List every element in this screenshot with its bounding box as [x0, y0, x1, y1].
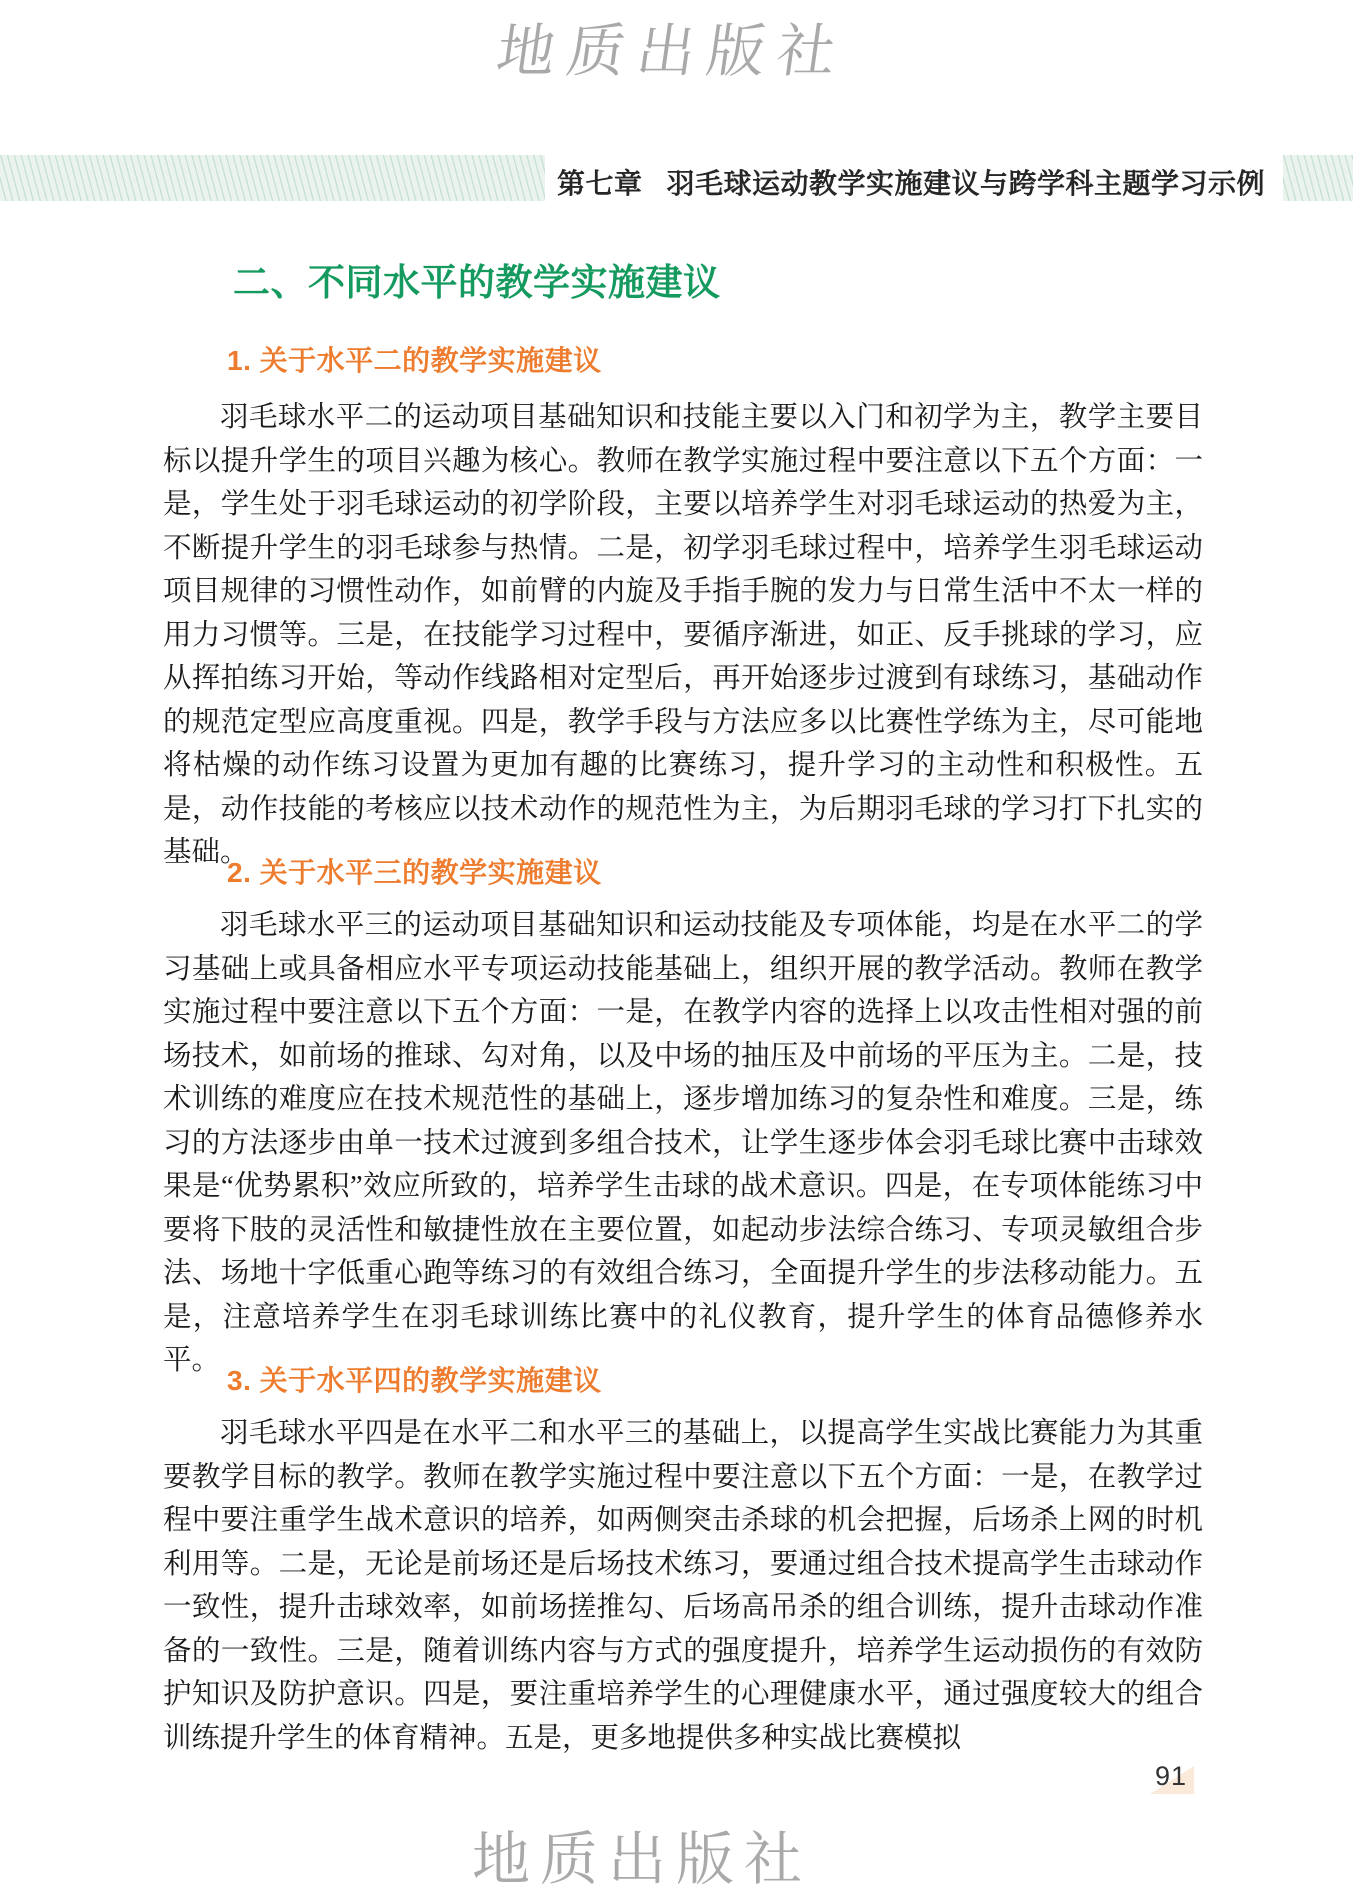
chapter-number: 第七章 — [557, 168, 643, 199]
paragraph-level4: 羽毛球水平四是在水平二和水平三的基础上，以提高学生实战比赛能力为其重要教学目标的教学。教师在教学实施过程中要注意以下五个方面：一是，在教学过程中要注重学生战术意识的培养，如两侧突击杀球的机会把握，后场杀上网的时机利用等。二是，无论是前场还是后场技术练习，要通过组合技术提高学生击球动作一致性，提升击球效率，如前场搓推勾、后场高吊杀的组合训练，提升击球动作准备的一致性。三是，随着训练内容与方式的强度提升，培养学生运动损伤的有效防护知识及防护意识。四是，要注重培养学生的心理健康水平，通过强度较大的组合训练提升学生的体育精神。五是，更多地提供多种实战比赛模拟 — [163, 1418, 1203, 1754]
subsection-heading-level3: 2. 关于水平三的教学实施建议 — [227, 857, 602, 888]
paragraph-level2: 羽毛球水平二的运动项目基础知识和技能主要以入门和初学为主，教学主要目标以提升学生的项目兴趣为核心。教师在教学实施过程中要注意以下五个方面：一是，学生处于羽毛球运动的初学阶段，主要以培养学生对羽毛球运动的热爱为主，不断提升学生的羽毛球参与热情。二是，初学羽毛球过程中，培养学生羽毛球运动项目规律的习惯性动作，如前臂的内旋及手指手腕的发力与日常生活中不太一样的用力习惯等。三是，在技能学习过程中，要循序渐进，如正、反手挑球的学习，应从挥拍练习开始，等动作线路相对定型后，再开始逐步过渡到有球练习，基础动作的规范定型应高度重视。四是，教学手段与方法应多以比赛性学练为主，尽可能地将枯燥的动作练习设置为更加有趣的比赛练习，提升学习的主动性和积极性。五是，动作技能的考核应以技术动作的规范性为主，为后期羽毛球的学习打下扎实的基础。 — [163, 402, 1203, 868]
subsection-heading-level2: 1. 关于水平二的教学实施建议 — [227, 345, 602, 376]
publisher-watermark-bottom: 地质出版社 — [472, 1825, 813, 1885]
chapter-header-band — [0, 155, 1353, 201]
paragraph-level3: 羽毛球水平三的运动项目基础知识和运动技能及专项体能，均是在水平二的学习基础上或具备相应水平专项运动技能基础上，组织开展的教学活动。教师在教学实施过程中要注意以下五个方面：一是，在教学内容的选择上以攻击性相对强的前场技术，如前场的推球、勾对角，以及中场的抽压及中前场的平压为主。二是，技术训练的难度应在技术规范性的基础上，逐步增加练习的复杂性和难度。三是，练习的方法逐步由单一技术过渡到多组合技术，让学生逐步体会羽毛球比赛中击球效果是“优势累积”效应所致的，培养学生击球的战术意识。四是，在专项体能练习中要将下肢的灵活性和敏捷性放在主要位置，如起动步法综合练习、专项灵敏组合步法、场地十字低重心跑等练习的有效组合练习，全面提升学生的步法移动能力。五是，注意培养学生在羽毛球训练比赛中的礼仪教育，提升学生的体育品德修养水平。 — [163, 910, 1203, 1376]
page-number: 91 — [1155, 1761, 1188, 1791]
chapter-name: 羽毛球运动教学实施建议与跨学科主题学习示例 — [666, 168, 1266, 199]
subsection-heading-level4: 3. 关于水平四的教学实施建议 — [227, 1365, 602, 1396]
chapter-title — [557, 162, 1265, 202]
publisher-watermark-top: 地质出版社 — [492, 17, 853, 85]
stripe-decoration-right — [1283, 155, 1353, 201]
stripe-decoration-left — [0, 155, 545, 201]
section-heading: 二、不同水平的教学实施建议 — [233, 263, 721, 304]
